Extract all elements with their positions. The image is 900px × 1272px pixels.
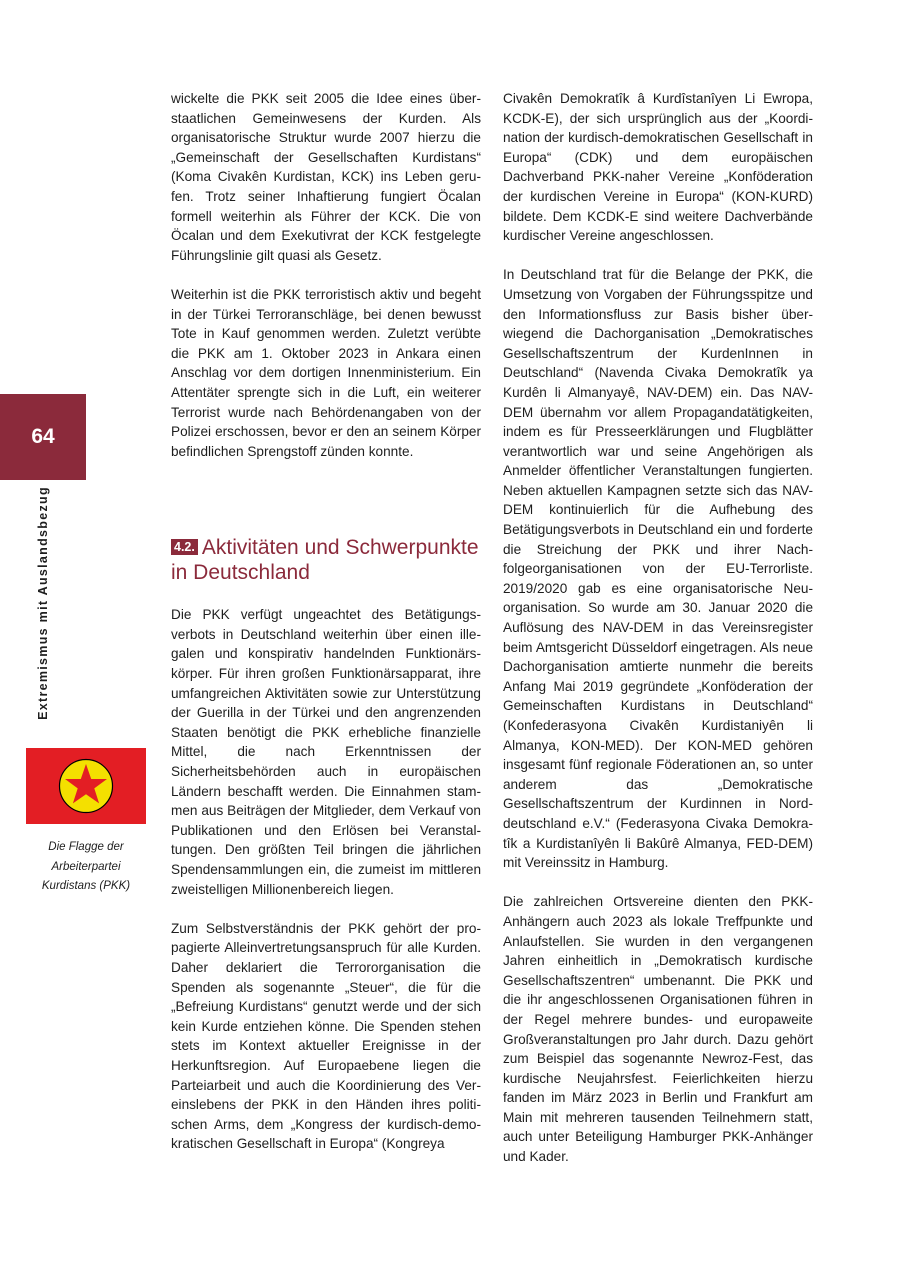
right-column [503, 89, 813, 1186]
right-paragraph-2: In Deutschland trat für die Belange der PKK, die Umsetzung von Vorgaben der Führungsspitze und den Informationsfluss zur Basis bisher überwiegend die Dachorganisation „Demokratisches Gesellschaftszentrum der KurdenInnen in Deutschland“ (Navenda Civaka Demokratîk ya Kurdên li Almanyayê, NAV-DEM) ein. Das NAV-DEM übernahm vor allem Propagandatätigkeiten, indem es für Presseerklärungen und Flugblätter verantwortlich war und seine Angehörigen als Anmelder öffentlicher Veranstaltungen fungierten. Neben aktuellen Kampagnen setzte sich das NAV-DEM kontinuierlich für die Aufhebung des Betätigungsverbots in Deutschland ein und forderte die Streichung der PKK und ihrer Nachfolgeorganisationen von der EU-Terrorliste. 2019/2020 gab es eine organisatorische Neuorganisation. So wurde am 30. Januar 2020 die Auflösung des NAV-DEM in das Vereinsregister beim Amtsgericht Düsseldorf eingetragen. Als neue Dachorganisation amtierte nunmehr die bereits Anfang Mai 2019 gegründete „Konföderation der Gemeinschaften Kurdistans in Deutschland“ (Konfederasyona Civakên Kurdistaniyên li Almanya, KON-MED). Der KON-MED gehören insgesamt fünf regionale Föderationen an, so unter anderem das „Demokratische Gesellschaftszentrum der Kurdinnen in Norddeutschland e.V.“ (Federasyona Civaka Demokratîk a Kurdistanîyên li Bakûrê Almanya, FED-DEM) mit Vereinssitz in Hamburg. [503, 267, 813, 871]
side-chapter-label: Extremismus mit Auslandsbezug [36, 486, 50, 720]
page-number: 64 [31, 425, 55, 448]
left-paragraph-4: Zum Selbstverständnis der PKK gehört der propagierte Alleinvertretungsanspruch für alle Kurden. Daher deklariert die Terrororganisation die Spenden als sogenannte „Steuer“, die für die „Befreiung Kurdistans“ genutzt werde und der sich kein Kurde entziehen könne. Die Spenden stehen stets im Kontext aktueller Ereignisse in der Herkunftsregion. Auf Europaebene liegen die Parteiarbeit und auch die Koordinierung des Vereinslebens der PKK in den Händen ihres politischen Arms, dem „Kongress der kurdisch-demokratischen Gesellschaft in Europa“ (Kongreya [171, 920, 481, 1152]
pkk-flag-icon [26, 748, 146, 824]
left-paragraph-2: Weiterhin ist die PKK terroristisch aktiv und begeht in der Türkei Terroranschläge, bei denen bewusst Tote in Kauf genommen werden. Zuletzt verübte die PKK am 1. Oktober 2023 in Ankara einen Anschlag vor dem dortigen Innenministerium. Ein Attentäter sprengte sich in die Luft, ein weiterer Terrorist wurde nach Behördenangaben von der Polizei erschossen, bevor er den an seinem Körper befindlichen Sprengstoff zünden konnte. [171, 286, 481, 459]
left-column [171, 89, 481, 1174]
page-number-box [0, 394, 86, 480]
right-paragraph-1: Civakên Demokratîk â Kurdîstanîyen Li Ewropa, KCDK-E), der sich ursprünglich aus der „Koordination der kurdisch-demokratischen Gesellschaft in Europa“ (CDK) und dem europäischen Dachverband PKK-naher Vereine „Konföderation der kurdischen Vereine in Europa“ (KON-KURD) bildete. Dem KCDK-E sind weitere Dachverbände kurdischer Vereine angeschlossen. [503, 91, 813, 244]
flag-caption: Die Flagge der Arbeiterpartei Kurdistans (PKK) [41, 841, 131, 892]
section-number-badge: 4.2. [171, 539, 198, 555]
section-heading [171, 535, 481, 585]
section-heading-title-block [171, 535, 481, 585]
right-paragraph-3: Die zahlreichen Ortsvereine dienten den PKK-Anhängern auch 2023 als lokale Treffpunkte und Anlaufstellen. Sie wurden in den vergangenen Jahren einheitlich in „Demokratisch kurdische Gesellschaftszentren“ umbenannt. Die PKK und die ihr angeschlossenen Organisationen führen in der Regel mehrere bundes- und europaweite Großveranstaltungen pro Jahr durch. Dazu gehört zum Beispiel das sogenannte Newroz-Fest, das kurdische Neujahrsfest. Feierlichkeiten hierzu fanden im März 2023 in Berlin und Frankfurt am Main mit mehreren tausenden Teilnehmern statt, auch unter Beteiligung Hamburger PKK-Anhänger und Kader. [503, 894, 813, 1165]
left-paragraph-3: Die PKK verfügt ungeachtet des Betätigungsverbots in Deutschland weiterhin über einen illegalen und konspirativ handelnden Funktionärskörper. Für ihren großen Funktionärsapparat, ihre umfangreichen Aktivitäten sowie zur Unterstützung der Guerilla in der Türkei und den angrenzenden Staaten benötigt die PKK erhebliche finanzielle Mittel, die nach Erkenntnissen der Sicherheitsbehörden auch in europäischen Ländern beschafft werden. Die Einnahmen stammen aus Beiträgen der Mitglieder, dem Verkauf von Publikationen und den Erlösen bei Veranstaltungen. Den größten Teil bringen die jährlichen Spendensammlungen ein, die zumeist im mittleren zweistelligen Millionenbereich liegen. [171, 607, 481, 897]
left-paragraph-1: wickelte die PKK seit 2005 die Idee eines überstaatlichen Gemeinwesens der Kurden. Als organisatorische Struktur wurde 2007 hierzu die „Gemeinschaft der Gesellschaften Kurdistans“ (Koma Civakên Kurdistan, KCK) ins Leben gerufen. Trotz seiner Inhaftierung fungiert Öcalan formell weiterhin als Führer der KCK. Die von Öcalan und dem Exekutivrat der KCK festgelegte Führungslinie gilt quasi als Gesetz. [171, 91, 481, 263]
section-title: Aktivitäten und Schwerpunkte in Deutschland [171, 536, 479, 585]
